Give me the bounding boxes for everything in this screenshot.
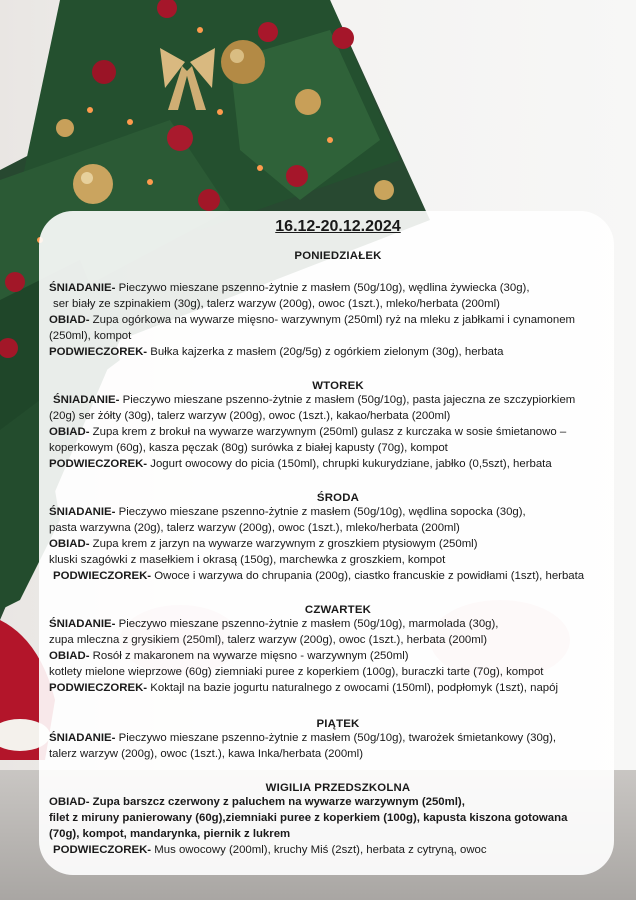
snack-label: PODWIECZOREK- — [49, 682, 148, 694]
lunch-text: Zupa ogórkowa na wywarze mięsno- warzywnym (250ml) ryż na mleku z jabłkami i cynamonem — [89, 314, 576, 326]
breakfast-text: Pieczywo mieszane pszenno-żytnie z masłem (50g/10g), wędlina sopocka (30g), — [115, 506, 526, 518]
snack-line — [49, 680, 607, 696]
breakfast-line-2: pasta warzywna (20g), talerz warzyw (200g), owoc (1szt.), mleko/herbata (200ml) — [49, 522, 460, 534]
snack-label: PODWIECZOREK- — [53, 844, 152, 856]
lunch-line-2: filet z miruny panierowany (60g),ziemniaki puree z koperkiem (100g), kapusta kiszona gotowana — [49, 812, 568, 824]
breakfast-label: ŚNIADANIE- — [49, 618, 116, 630]
breakfast-line-2: (20g) ser żółty (30g), talerz warzyw (200g), owoc (1szt.), kakao/herbata (200ml) — [49, 410, 451, 422]
lunch-line-2: koperkowym (60g), kasza pęczak (80g) surówka z białej kapusty (70g), kompot — [49, 442, 448, 454]
lunch-text: Rosół z makaronem na wywarze mięsno - warzywnym (250ml) — [89, 650, 409, 662]
breakfast-label: ŚNIADANIE- — [49, 506, 116, 518]
breakfast-label: ŚNIADANIE- — [49, 732, 116, 744]
lunch-label: OBIAD- — [49, 796, 90, 808]
snack-label: PODWIECZOREK- — [53, 570, 152, 582]
breakfast-line — [49, 392, 607, 408]
snack-label: PODWIECZOREK- — [49, 458, 148, 470]
breakfast-label: ŚNIADANIE- — [49, 282, 116, 294]
day-heading-thursday: CZWARTEK — [304, 604, 372, 616]
lunch-text: Zupa barszcz czerwony z paluchem na wywarze warzywnym (250ml), — [89, 796, 465, 808]
snack-text: Bułka kajzerka z masłem (20g/5g) z ogórkiem zielonym (30g), herbata — [147, 346, 504, 358]
breakfast-line-2: zupa mleczna z grysikiem (250ml), talerz warzyw (200g), owoc (1szt.), herbata (200ml) — [49, 634, 488, 646]
snack-line — [49, 568, 607, 584]
snack-line — [49, 344, 607, 360]
snack-text: Owoce i warzywa do chrupania (200g), ciastko francuskie z powidłami (1szt), herbata — [151, 570, 585, 582]
lunch-line — [49, 794, 607, 810]
date-range-title: 16.12-20.12.2024 — [275, 218, 401, 235]
lunch-line-2: kluski szagówki z masełkiem i okrasą (150g), marchewka z groszkiem, kompot — [49, 554, 446, 566]
lunch-line — [49, 536, 607, 552]
day-heading-wednesday: ŚRODA — [316, 492, 360, 504]
breakfast-text: Pieczywo mieszane pszenno-żytnie z masłem (50g/10g), wędlina żywiecka (30g), — [115, 282, 530, 294]
lunch-line — [49, 424, 607, 440]
breakfast-text: Pieczywo mieszane pszenno-żytnie z masłem (50g/10g), marmolada (30g), — [115, 618, 499, 630]
lunch-line — [49, 312, 607, 328]
lunch-line-2: kotlety mielone wieprzowe (60g) ziemniaki puree z koperkiem (100g), buraczki tarte (70g), kompot — [49, 666, 544, 678]
snack-text: Koktajl na bazie jogurtu naturalnego z owocami (150ml), podpłomyk (1szt), napój — [147, 682, 559, 694]
snack-label: PODWIECZOREK- — [49, 346, 148, 358]
snack-text: Mus owocowy (200ml), kruchy Miś (2szt), herbata z cytryną, owoc — [151, 844, 487, 856]
lunch-label: OBIAD- — [49, 426, 90, 438]
lunch-line — [49, 648, 607, 664]
breakfast-text: Pieczywo mieszane pszenno-żytnie z masłem (50g/10g), twarożek śmietankowy (30g), — [115, 732, 557, 744]
lunch-label: OBIAD- — [49, 538, 90, 550]
breakfast-line — [49, 730, 607, 746]
lunch-label: OBIAD- — [49, 314, 90, 326]
breakfast-line-2: ser biały ze szpinakiem (30g), talerz warzyw (200g), owoc (1szt.), mleko/herbata (200ml) — [53, 298, 500, 310]
snack-line — [49, 842, 607, 858]
lunch-text: Zupa krem z brokuł na wywarze warzywnym (250ml) gulasz z kurczaka w sosie śmietanowo – — [89, 426, 567, 438]
lunch-text: Zupa krem z jarzyn na wywarze warzywnym z groszkiem ptysiowym (250ml) — [89, 538, 478, 550]
snack-text: Jogurt owocowy do picia (150ml), chrupki kukurydziane, jabłko (0,5szt), herbata — [147, 458, 552, 470]
lunch-label: OBIAD- — [49, 650, 90, 662]
snack-line — [49, 456, 607, 472]
breakfast-label: ŚNIADANIE- — [53, 394, 120, 406]
day-heading-tuesday: WTOREK — [312, 380, 364, 392]
breakfast-line-2: talerz warzyw (200g), owoc (1szt.), kawa Inka/herbata (200ml) — [49, 748, 363, 760]
day-heading-friday: PIĄTEK — [316, 718, 360, 730]
menu-content — [49, 218, 607, 858]
breakfast-text: Pieczywo mieszane pszenno-żytnie z masłem (50g/10g), pasta jajeczna ze szczypiorkiem — [119, 394, 576, 406]
day-heading-christmas-eve: WIGILIA PRZEDSZKOLNA — [265, 782, 411, 794]
breakfast-line — [49, 616, 607, 632]
breakfast-line — [49, 504, 607, 520]
day-heading-monday: PONIEDZIAŁEK — [294, 250, 382, 262]
lunch-line-2: (250ml), kompot — [49, 330, 132, 342]
lunch-line-3: (70g), kompot, mandarynka, piernik z lukrem — [49, 828, 291, 840]
breakfast-line — [49, 280, 607, 296]
